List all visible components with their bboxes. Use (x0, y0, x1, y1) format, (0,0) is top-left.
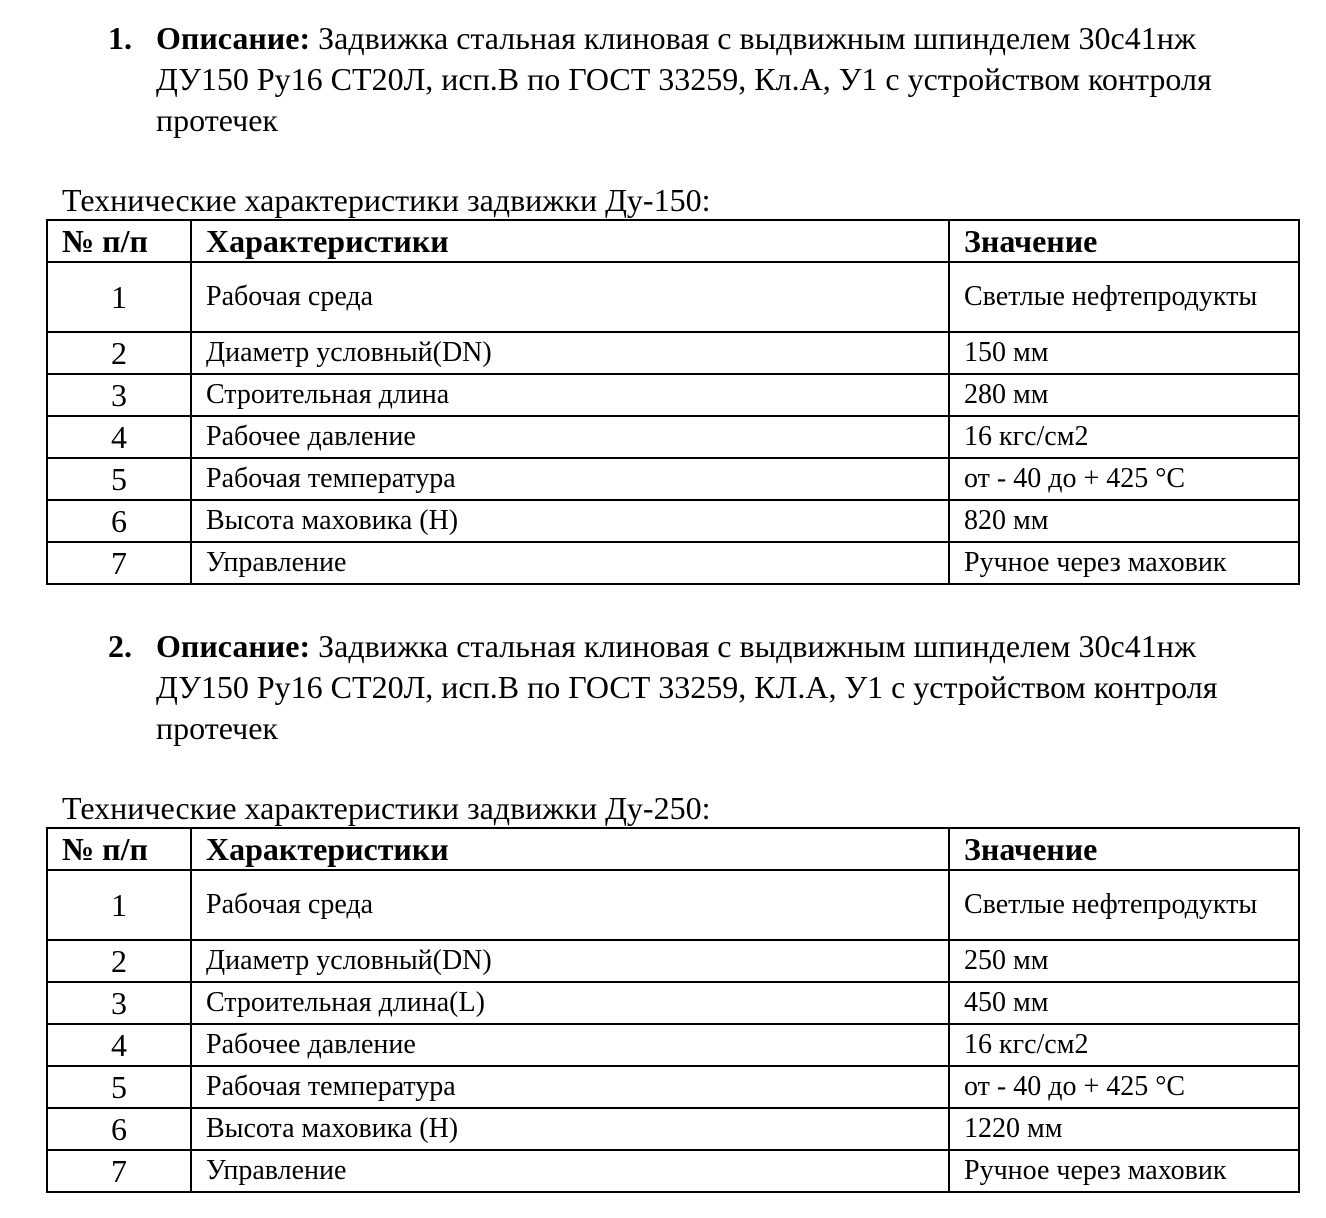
table-row (47, 940, 1299, 982)
section-number: 2. (108, 628, 132, 664)
row-value: 150 мм (949, 332, 1299, 374)
row-value: Ручное через маховик (949, 1150, 1299, 1192)
table-row (47, 1066, 1299, 1108)
description-label: Описание: (156, 20, 311, 56)
row-characteristic: Рабочее давление (191, 1024, 949, 1066)
row-number: 2 (47, 940, 191, 982)
table-row (47, 1024, 1299, 1066)
row-value: Светлые нефтепродукты (949, 262, 1299, 332)
table-row (47, 870, 1299, 940)
header-characteristic: Характеристики (191, 220, 949, 262)
row-value: Ручное через маховик (949, 542, 1299, 584)
description-text: Задвижка стальная клиновая с выдвижным шпинделем 30с41нж ДУ150 Ру16 СТ20Л, исп.В по ГОСТ 33259, КЛ.А, У1 с устройством контроля протечек (156, 628, 1218, 746)
specs-table-dn150 (46, 219, 1300, 585)
row-value: 820 мм (949, 500, 1299, 542)
description-1 (108, 18, 1268, 141)
section-number: 1. (108, 20, 132, 56)
row-value: Светлые нефтепродукты (949, 870, 1299, 940)
row-value: 450 мм (949, 982, 1299, 1024)
row-number: 6 (47, 1108, 191, 1150)
description-text: Задвижка стальная клиновая с выдвижным шпинделем 30с41нж ДУ150 Ру16 СТ20Л, исп.В по ГОСТ 33259, Кл.А, У1 с устройством контроля протечек (156, 20, 1212, 138)
row-value: 16 кгс/см2 (949, 416, 1299, 458)
row-characteristic: Строительная длина (191, 374, 949, 416)
row-characteristic: Рабочее давление (191, 416, 949, 458)
table-row (47, 374, 1299, 416)
row-characteristic: Управление (191, 542, 949, 584)
row-value: от - 40 до + 425 °С (949, 1066, 1299, 1108)
table-row (47, 262, 1299, 332)
row-number: 3 (47, 374, 191, 416)
row-characteristic: Высота маховика (Н) (191, 1108, 949, 1150)
table-row (47, 458, 1299, 500)
row-number: 4 (47, 416, 191, 458)
description-label: Описание: (156, 628, 311, 664)
row-number: 2 (47, 332, 191, 374)
header-value: Значение (949, 220, 1299, 262)
row-characteristic: Рабочая температура (191, 1066, 949, 1108)
description-2 (108, 626, 1268, 749)
row-number: 5 (47, 458, 191, 500)
table-row (47, 500, 1299, 542)
row-number: 1 (47, 870, 191, 940)
row-value: 16 кгс/см2 (949, 1024, 1299, 1066)
table-header-row (47, 828, 1299, 870)
header-value: Значение (949, 828, 1299, 870)
table-row (47, 1150, 1299, 1192)
row-characteristic: Высота маховика (Н) (191, 500, 949, 542)
row-value: 250 мм (949, 940, 1299, 982)
table-row (47, 332, 1299, 374)
header-number: № п/п (47, 828, 191, 870)
row-value: от - 40 до + 425 °С (949, 458, 1299, 500)
row-characteristic: Диаметр условный(DN) (191, 332, 949, 374)
row-value: 1220 мм (949, 1108, 1299, 1150)
table-row (47, 542, 1299, 584)
header-number: № п/п (47, 220, 191, 262)
table-caption: Технические характеристики задвижки Ду-250: (62, 790, 711, 826)
header-characteristic: Характеристики (191, 828, 949, 870)
row-number: 3 (47, 982, 191, 1024)
row-number: 5 (47, 1066, 191, 1108)
row-characteristic: Диаметр условный(DN) (191, 940, 949, 982)
row-characteristic: Рабочая среда (191, 262, 949, 332)
row-value: 280 мм (949, 374, 1299, 416)
table-row (47, 416, 1299, 458)
row-number: 6 (47, 500, 191, 542)
row-characteristic: Рабочая среда (191, 870, 949, 940)
row-number: 7 (47, 542, 191, 584)
table-header-row (47, 220, 1299, 262)
specs-table-dn250 (46, 827, 1300, 1193)
table-row (47, 982, 1299, 1024)
row-number: 1 (47, 262, 191, 332)
row-characteristic: Строительная длина(L) (191, 982, 949, 1024)
row-number: 7 (47, 1150, 191, 1192)
table-row (47, 1108, 1299, 1150)
row-characteristic: Рабочая температура (191, 458, 949, 500)
row-characteristic: Управление (191, 1150, 949, 1192)
table-caption: Технические характеристики задвижки Ду-150: (62, 182, 711, 218)
row-number: 4 (47, 1024, 191, 1066)
